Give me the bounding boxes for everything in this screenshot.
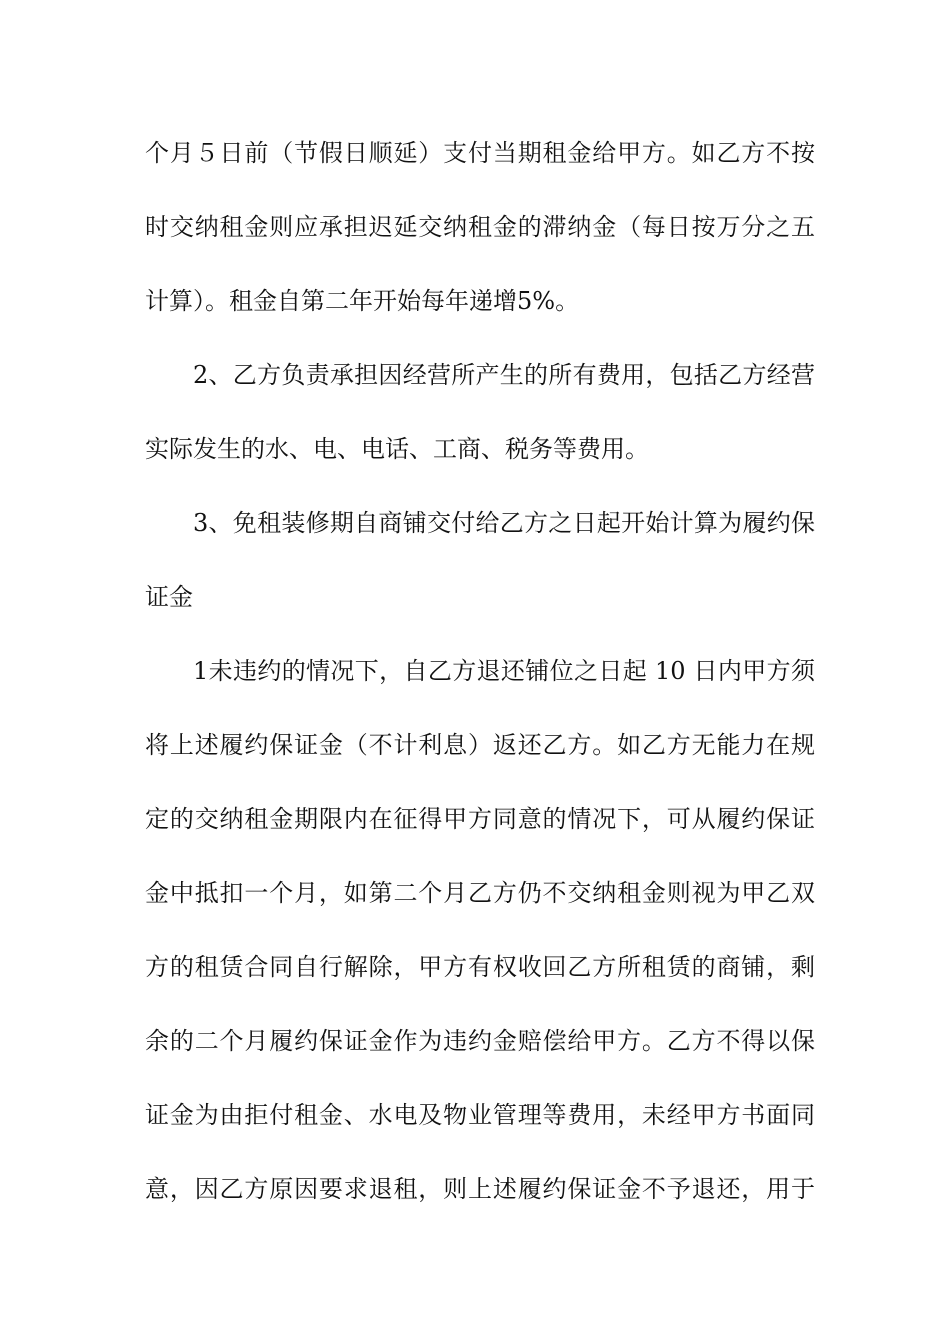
text-line: 时交纳租金则应承担迟延交纳租金的滞纳金（每日按万分之五: [145, 213, 815, 241]
text-line: 方的租赁合同自行解除，甲方有权收回乙方所租赁的商铺，剩: [145, 953, 815, 981]
text-line: 余的二个月履约保证金作为违约金赔偿给甲方。乙方不得以保: [145, 1027, 815, 1055]
text-line: 个月５日前（节假日顺延）支付当期租金给甲方。如乙方不按: [145, 139, 815, 167]
text-line: 1未违约的情况下，自乙方退还铺位之日起 10 日内甲方须: [193, 657, 815, 685]
text-line: 金中抵扣一个月，如第二个月乙方仍不交纳租金则视为甲乙双: [145, 879, 815, 907]
text-line: 意，因乙方原因要求退租，则上述履约保证金不予退还，用于: [145, 1175, 815, 1203]
text-line: 将上述履约保证金（不计利息）返还乙方。如乙方无能力在规: [145, 731, 815, 759]
text-line: 实际发生的水、电、电话、工商、税务等费用。: [145, 435, 649, 463]
text-line: 证金为由拒付租金、水电及物业管理等费用，未经甲方书面同: [145, 1101, 815, 1129]
text-line: 定的交纳租金期限内在征得甲方同意的情况下，可从履约保证: [145, 805, 815, 833]
text-line: 证金: [145, 583, 193, 611]
text-line: 3、免租装修期自商铺交付给乙方之日起开始计算为履约保: [193, 509, 815, 537]
text-line: 计算）。租金自第二年开始每年递增5%。: [145, 287, 580, 315]
text-line: 2、乙方负责承担因经营所产生的所有费用，包括乙方经营: [193, 361, 815, 389]
